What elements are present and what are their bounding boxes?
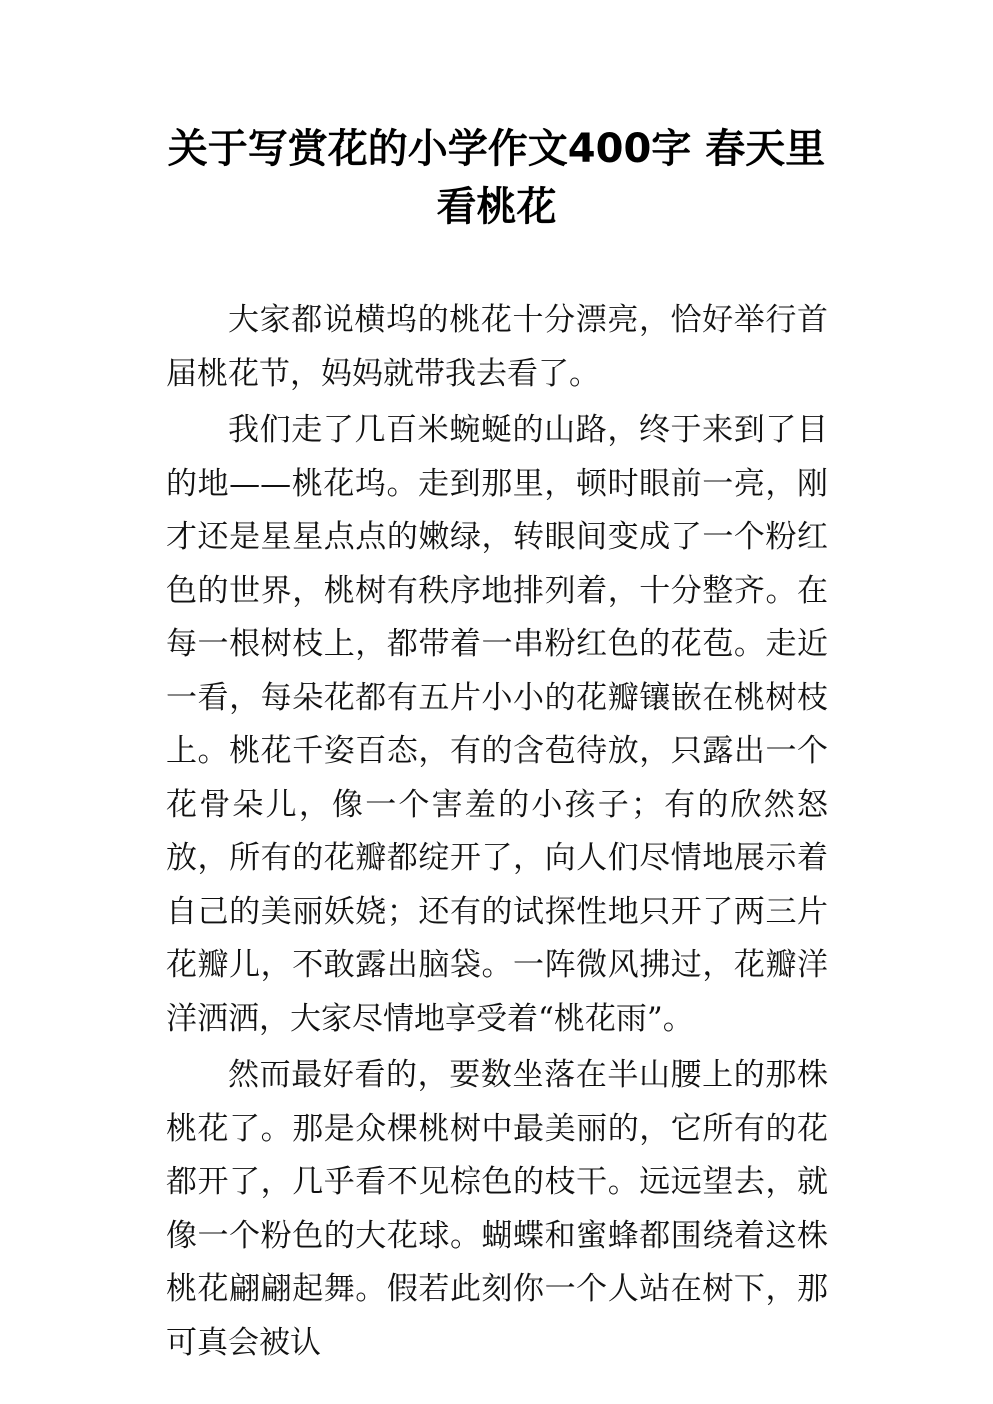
document-body bbox=[166, 294, 828, 1373]
paragraph-1: 大家都说横坞的桃花十分漂亮，恰好举行首届桃花节，妈妈就带我去看了。 bbox=[166, 302, 828, 392]
paragraph-2: 我们走了几百米蜿蜒的山路，终于来到了目的地——桃花坞。走到那里，顿时眼前一亮，刚才还是星星点点的嫩绿，转眼间变成了一个粉红色的世界，桃树有秩序地排列着，十分整齐。在每一根树枝上，都带着一串粉红色的花苞。走近一看，每朵花都有五片小小的花瓣镶嵌在桃树枝上。桃花千姿百态，有的含苞待放，只露出一个花骨朵儿，像一个害羞的小孩子；有的欣然怒放，所有的花瓣都绽开了，向人们尽情地展示着自己的美丽妖娆；还有的试探性地只开了两三片花瓣儿，不敢露出脑袋。一阵微风拂过，花瓣洋洋洒洒，大家尽情地享受着“桃花雨”。 bbox=[166, 412, 828, 1037]
paragraph-3: 然而最好看的，要数坐落在半山腰上的那株桃花了。那是众棵桃树中最美丽的，它所有的花都开了，几乎看不见棕色的枝干。远远望去，就像一个粉色的大花球。蝴蝶和蜜蜂都围绕着这株桃花翩翩起舞。假若此刻你一个人站在树下，那可真会被认 bbox=[166, 1057, 828, 1361]
document-title: 关于写赏花的小学作文400字 春天里看桃花 bbox=[167, 126, 826, 230]
